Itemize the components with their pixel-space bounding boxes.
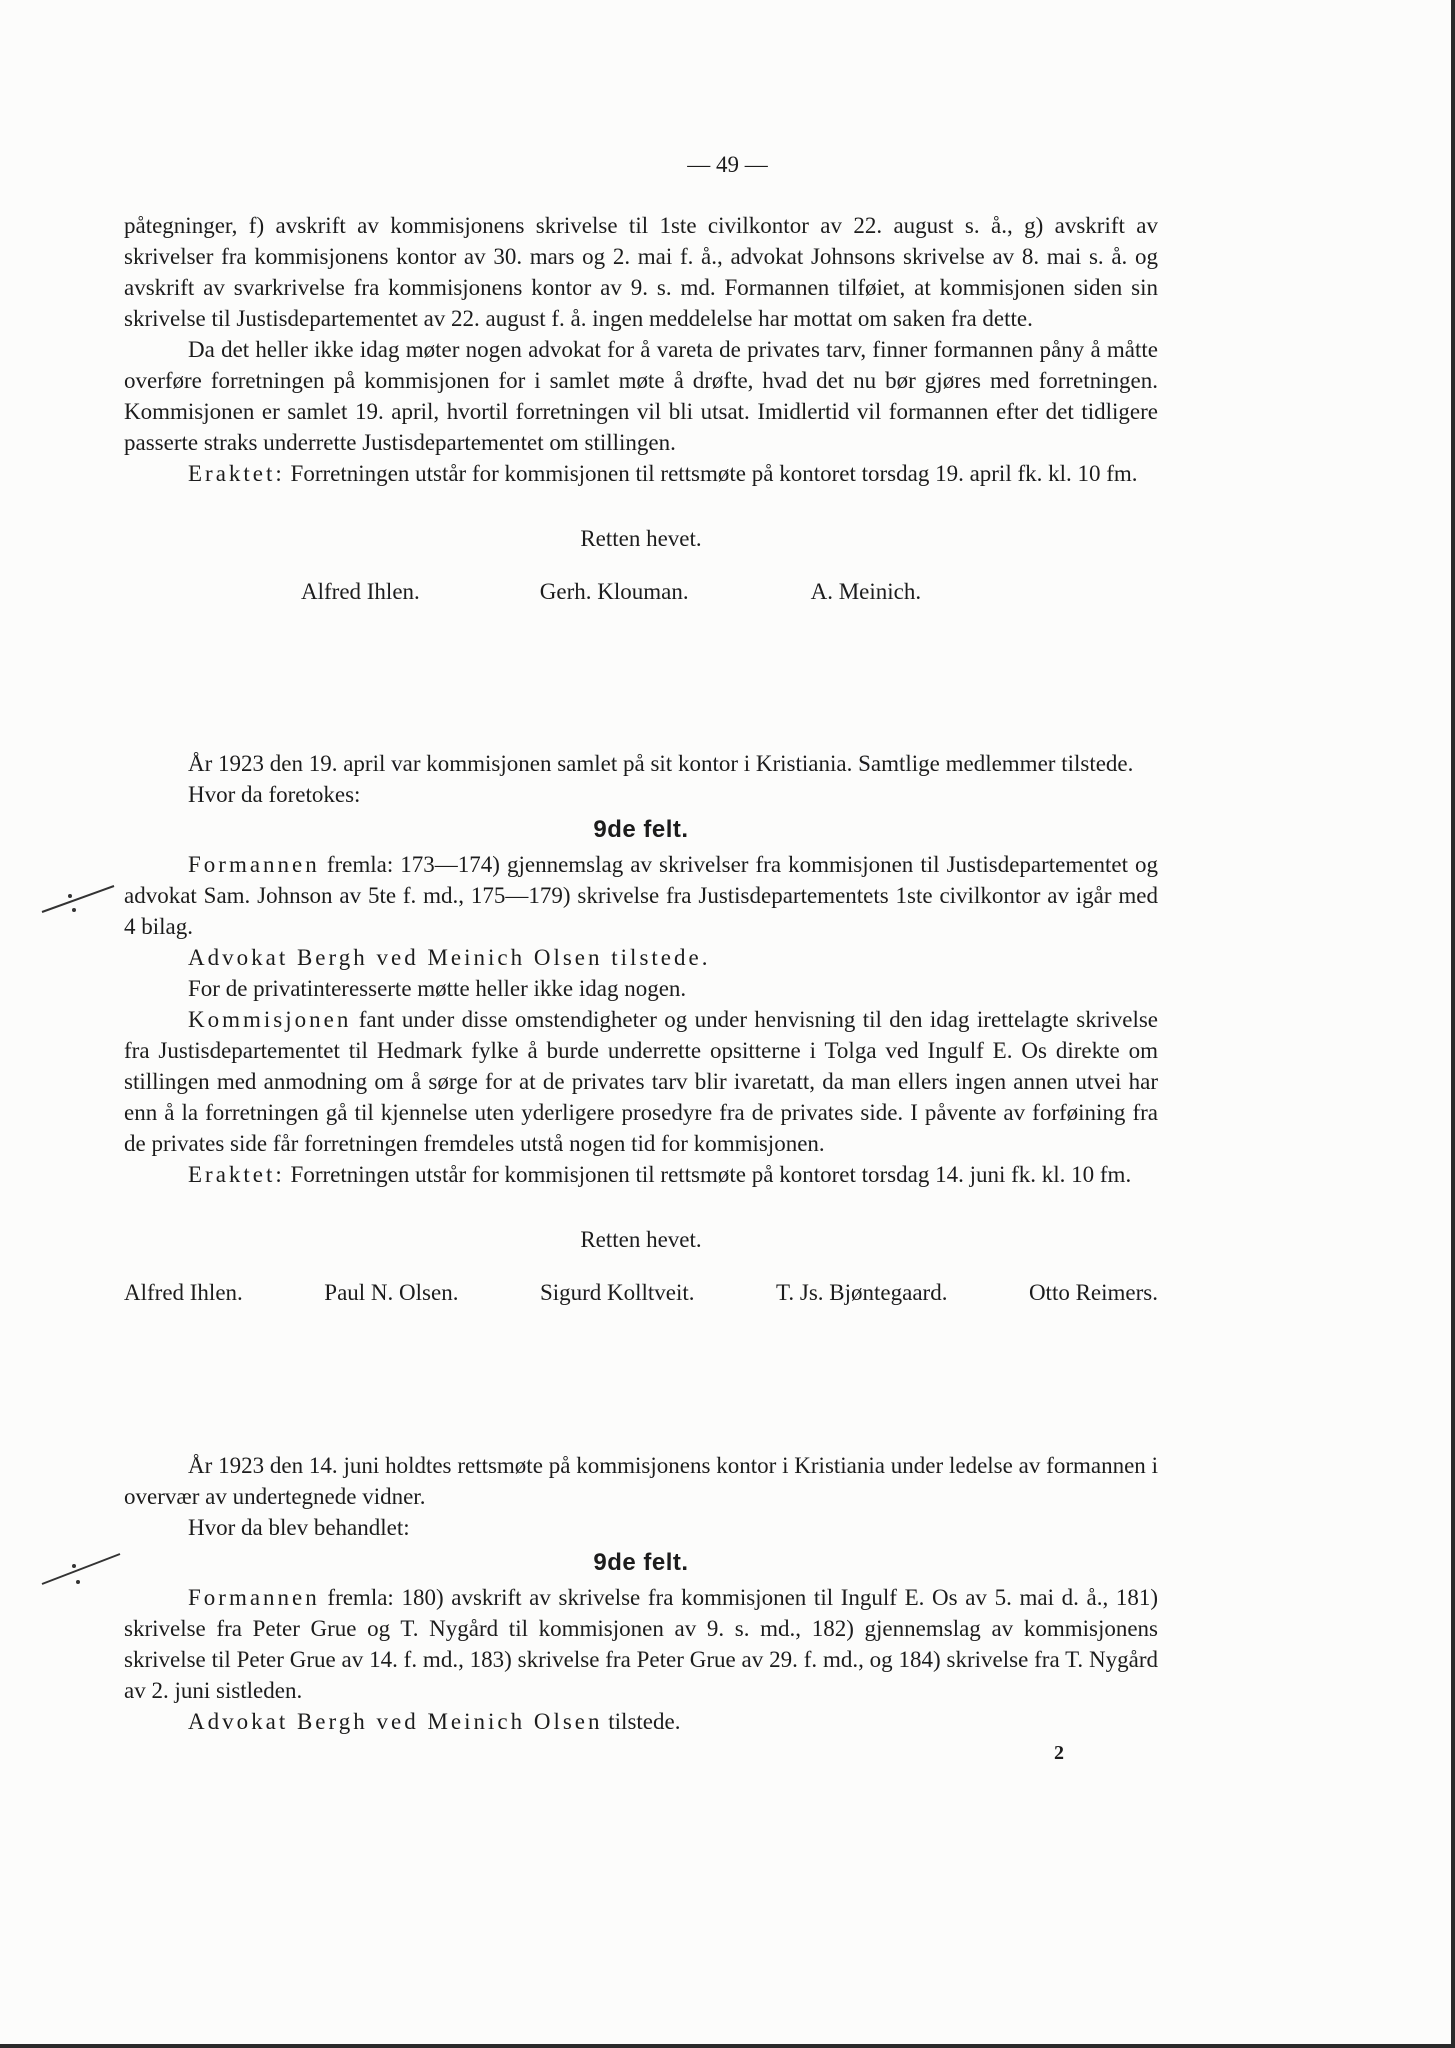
paragraph-text: fremla: 180) avskrift av skrivelse fra kommisjonen til Ingulf E. Os av 5. mai d. å., 181) skrivelse fra Peter Grue og T. Nygård til kommisjonen av 9. s. md., 182) gjennemslag av kommisjonens skrivelse til Peter Grue av 14. f. md., 183) skrivelse fra Peter Grue av 29. f. md., og 184) skrivelse fra T. Nygård av 2. juni sistleden. [124,1585,1158,1703]
signature: Otto Reimers. [1028,1280,1158,1305]
signature: Paul N. Olsen. [324,1280,459,1305]
paragraph-label: Formannen [188,852,320,877]
section-heading: 9de felt. [593,816,689,843]
paragraph [124,1004,1158,1159]
paragraph [124,458,1158,489]
signature: Sigurd Kolltveit. [539,1280,695,1305]
court-adjourned: Retten hevet. [580,526,702,551]
paragraph-label: Formannen [188,1585,320,1610]
paragraph: Hvor da blev behandlet: [188,1515,410,1540]
paragraph-text: fant under disse omstendigheter og under henvisning til den idag irettelagte skrivelse fra Justisdepartementet til Hedmark fylke å burde underrette opsitterne i Tolga ved Ingulf E. Os direkte om stillingen med anmodning om å sørge for at de privates tarv blir ivaretatt, da man ellers ingen annen utvei har enn å la forretningen gå til kjennelse uten yderligere prosedyre fra de privates side. I påvente av forføining fra de privates side får forretningen fremdeles utstå nogen tid for kommisjonen. [124,1007,1158,1156]
signature: Alfred Ihlen. [301,579,420,604]
paragraph: For de privatinteresserte møtte heller ikke idag nogen. [188,976,687,1001]
signature-row [124,1277,1158,1308]
page-number: — 49 — [687,152,768,177]
paragraph-label: Advokat Bergh ved Meinich Olsen [188,1709,603,1734]
paragraph [124,849,1158,942]
paragraph: Da det heller ikke idag møter nogen advokat for å vareta de privates tarv, finner formannen påny å måtte overføre forretningen på kommisjonen for i samlet møte å drøfte, hvad det nu bør gjøres med forretningen. Kommisjonen er samlet 19. april, hvortil forretningen vil bli utsat. Imidlertid vil formannen efter det tidligere passerte straks underrette Justisdepartementet om stillingen. [124,337,1158,455]
signature: Gerh. Klouman. [539,579,689,604]
paragraph-text: tilstede. [608,1709,681,1734]
paragraph-label: Eraktet: [188,1162,285,1187]
paragraph [124,1582,1158,1706]
paragraph: påtegninger, f) avskrift av kommisjonens skrivelse til 1ste civilkontor av 22. august s. å., g) avskrift av skrivelser fra kommisjonens kontor av 30. mars og 2. mai f. å., advokat Johnsons skrivelse av 8. mai s. å. og avskrift av svarkrivelse fra kommisjonens kontor av 9. s. md. Formannen tilføiet, at kommisjonen siden sin skrivelse til Justisdepartementet av 22. august f. å. ingen meddelelse har mottat om saken fra dette. [124,213,1158,331]
paragraph-label: Eraktet: [188,461,285,486]
paragraph: Advokat Bergh ved Meinich Olsen tilstede. [188,945,711,970]
margin-pencil-mark-2 [38,1550,124,1590]
signature: A. Meinich. [810,579,922,604]
court-adjourned: Retten hevet. [580,1227,702,1252]
paragraph: År 1923 den 19. april var kommisjonen samlet på sit kontor i Kristiania. Samtlige medlemmer tilstede. [188,751,1134,776]
paragraph: År 1923 den 14. juni holdtes rettsmøte på kommisjonens kontor i Kristiania under ledelse av formannen i overvær av undertegnede vidner. [124,1453,1158,1509]
section-2 [124,748,1158,1308]
paragraph-label: Kommisjonen [188,1007,352,1032]
paragraph-text: fremla: 173—174) gjennemslag av skrivelser fra kommisjonen til Justisdepartementet og advokat Sam. Johnson av 5te f. md., 175—179) skrivelse fra Justisdepartementets 1ste civilkontor av igår med 4 bilag. [124,852,1159,939]
footer-sheet-number: 2 [1054,1742,1064,1764]
paragraph [124,1706,1158,1737]
paragraph [124,1159,1158,1190]
margin-pencil-mark-1 [38,882,118,918]
signature: Alfred Ihlen. [124,1280,243,1305]
paragraph-text: Forretningen utstår for kommisjonen til rettsmøte på kontoret torsdag 14. juni fk. kl. 10 fm. [290,1162,1132,1187]
section-3 [124,1450,1158,1737]
signature-row [124,576,1158,607]
section-1 [124,210,1158,607]
signature: T. Js. Bjøntegaard. [776,1280,948,1305]
section-heading: 9de felt. [593,1549,689,1576]
paragraph-text: Forretningen utstår for kommisjonen til rettsmøte på kontoret torsdag 19. april fk. kl. 10 fm. [290,461,1138,486]
paragraph: Hvor da foretokes: [188,782,361,807]
